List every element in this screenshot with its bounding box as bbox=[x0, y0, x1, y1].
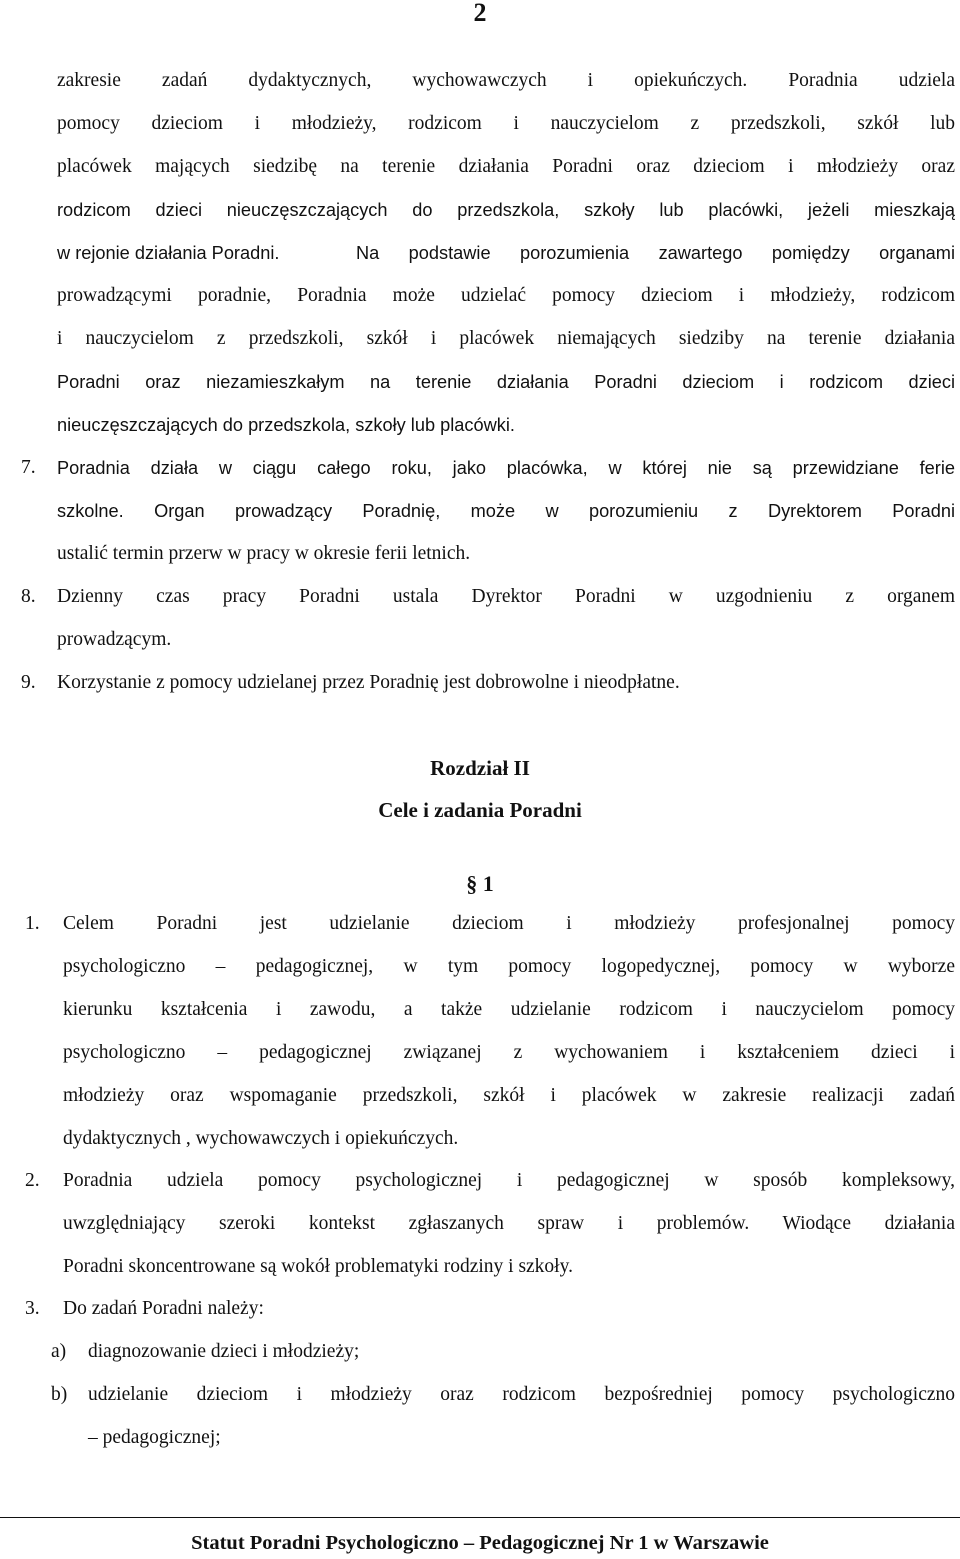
text-line: prowadzącymi poradnie, Poradnia może udzielać pomocy dzieciom i młodzieży, rodzicom bbox=[57, 285, 955, 306]
page-number: 2 bbox=[473, 0, 487, 27]
text-line: nieuczęszczających do przedszkola, szkoły lub placówki. bbox=[57, 415, 515, 435]
text-line: zakresie zadań dydaktycznych, wychowawczych i opiekuńczych. Poradnia udziela bbox=[57, 70, 955, 91]
text-line: prowadzącym. bbox=[57, 629, 172, 650]
section-number: 1 bbox=[482, 871, 494, 896]
item-number: 1. bbox=[25, 913, 40, 934]
text-line: i nauczycielom z przedszkoli, szkół i placówek niemających siedziby na terenie działania bbox=[57, 328, 955, 349]
text-line: Poradnia działa w ciągu całego roku, jako placówka, w której nie są przewidziane ferie bbox=[57, 458, 955, 478]
text-line: rodzicom dzieci nieuczęszczających do przedszkola, szkoły lub placówki, jeżeli mieszkają bbox=[57, 200, 955, 220]
text-line: diagnozowanie dzieci i młodzieży; bbox=[88, 1341, 360, 1362]
text-line: Do zadań Poradni należy: bbox=[63, 1298, 264, 1319]
text-line: kierunku kształcenia i zawodu, a także udzielanie rodzicom i nauczycielom pomocy bbox=[63, 999, 955, 1020]
text-line: dydaktycznych , wychowawczych i opiekuńczych. bbox=[63, 1128, 459, 1149]
text-line: psychologiczno – pedagogicznej związanej z wychowaniem i kształceniem dzieci i bbox=[63, 1042, 955, 1063]
footer-divider bbox=[0, 1517, 960, 1518]
text-line: – pedagogicznej; bbox=[88, 1427, 221, 1448]
item-letter: b) bbox=[51, 1384, 68, 1405]
text-line: Celem Poradni jest udzielanie dzieciom i młodzieży profesjonalnej pomocy bbox=[63, 913, 955, 934]
text-line: ustalić termin przerw w pracy w okresie ferii letnich. bbox=[57, 543, 471, 564]
text-line: psychologiczno – pedagogicznej, w tym pomocy logopedycznej, pomocy w wyborze bbox=[63, 956, 955, 977]
item-number: 2. bbox=[25, 1170, 40, 1191]
text-line: w rejonie działania Poradni. bbox=[57, 243, 280, 263]
chapter-title: Rozdział II bbox=[430, 756, 530, 780]
text-line: Korzystanie z pomocy udzielanej przez Poradnię jest dobrowolne i nieodpłatne. bbox=[57, 672, 680, 693]
text-line: pomocy dzieciom i młodzieży, rodzicom i nauczycielom z przedszkoli, szkół lub bbox=[57, 113, 955, 134]
text-line: uwzględniający szeroki kontekst zgłaszanych spraw i problemów. Wiodące działania bbox=[63, 1213, 955, 1234]
text-line: Poradni skoncentrowane są wokół problematyki rodziny i szkoły. bbox=[63, 1256, 573, 1277]
text-line: szkolne. Organ prowadzący Poradnię, może w porozumieniu z Dyrektorem Poradni bbox=[57, 501, 955, 521]
page-footer: Statut Poradni Psychologiczno – Pedagogicznej Nr 1 w Warszawie bbox=[191, 1532, 769, 1554]
section-mark bbox=[0, 870, 960, 898]
text-line: Poradni oraz niezamieszkałym na terenie działania Poradni dzieciom i rodzicom dzieci bbox=[57, 372, 955, 392]
chapter-subtitle: Cele i zadania Poradni bbox=[378, 798, 582, 822]
item-number: 8. bbox=[21, 586, 36, 607]
item-number: 9. bbox=[21, 672, 36, 693]
text-line: Dzienny czas pracy Poradni ustala Dyrektor Poradni w uzgodnieniu z organem bbox=[57, 586, 955, 607]
item-number: 7. bbox=[21, 457, 36, 478]
text-line: Poradnia udziela pomocy psychologicznej i pedagogicznej w sposób kompleksowy, bbox=[63, 1170, 955, 1191]
text-line: młodzieży oraz wspomaganie przedszkoli, szkół i placówek w zakresie realizacji zadań bbox=[63, 1085, 955, 1106]
item-number: 3. bbox=[25, 1298, 40, 1319]
text-line: placówek mających siedzibę na terenie działania Poradni oraz dzieciom i młodzieży oraz bbox=[57, 156, 955, 177]
text-line: Na podstawie porozumienia zawartego pomiędzy organami bbox=[356, 243, 955, 263]
text-line: udzielanie dzieciom i młodzieży oraz rodzicom bezpośredniej pomocy psychologiczno bbox=[88, 1384, 955, 1405]
item-letter: a) bbox=[51, 1341, 67, 1362]
section-sign: § bbox=[466, 871, 483, 896]
